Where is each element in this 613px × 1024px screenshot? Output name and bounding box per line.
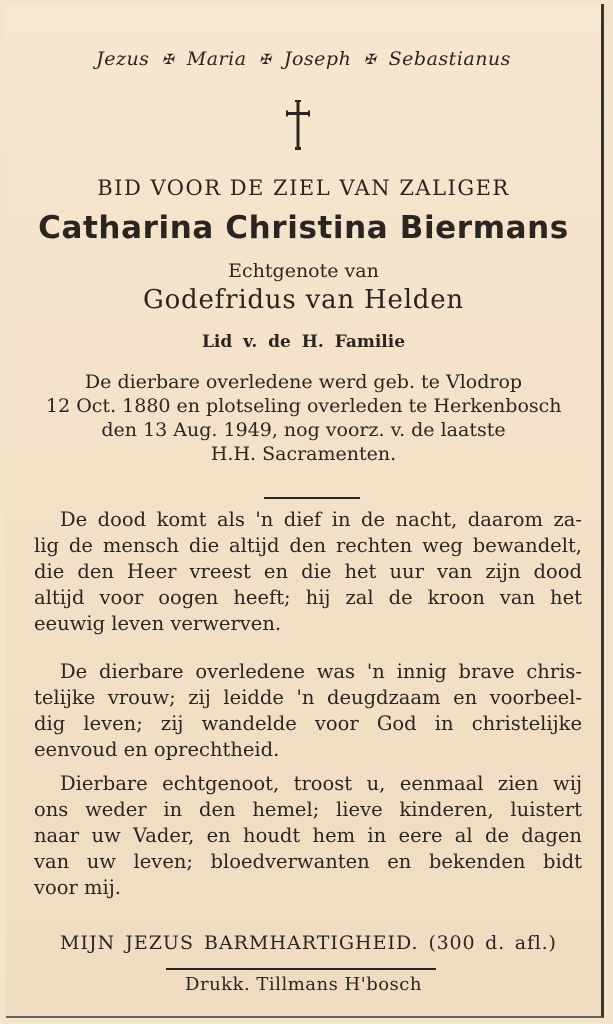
cross-separator-icon: ✠ (363, 52, 377, 68)
memorial-card (6, 4, 604, 1018)
ejaculation: MIJN JEZUS BARMHARTIGHEID. (60, 932, 419, 954)
holy-name: Jezus (96, 48, 150, 70)
paragraph-line: van uw leven; bloedverwanten en bekenden bidt (34, 850, 582, 873)
paragraph (34, 507, 582, 637)
bio-line: De dierbare overledene werd geb. te Vlodrop (84, 371, 523, 393)
paragraph-line: eeuwig leven verwerven. (34, 612, 282, 635)
paragraph-line: dig leven; zij wandelde voor God in christelijke (34, 712, 582, 735)
prayer-heading: BID VOOR DE ZIEL VAN ZALIGER (97, 176, 510, 200)
cross-separator-icon: ✠ (161, 52, 175, 68)
biography (46, 370, 561, 466)
paragraph-line: telijke vrouw; zij leidde 'n deugdzaam en voorbeel- (34, 686, 582, 709)
latin-cross-icon (286, 100, 310, 152)
closing-prayer (60, 932, 557, 954)
printer-imprint: Drukk. Tillmans H'bosch (185, 974, 422, 995)
indulgence: (300 d. afl.) (428, 932, 557, 954)
spouse-label: Echtgenote van (228, 260, 379, 282)
divider (264, 497, 360, 499)
paragraph-line: voor mij. (34, 876, 121, 899)
holy-name: Sebastianus (388, 48, 511, 70)
bio-line: den 13 Aug. 1949, nog voorz. v. de laatste (101, 419, 506, 441)
deceased-name: Catharina Christina Biermans (38, 210, 569, 246)
bio-line: H.H. Sacramenten. (210, 443, 397, 465)
bio-line: 12 Oct. 1880 en plotseling overleden te Herkenbosch (46, 395, 562, 417)
paragraph-line: naar uw Vader, en houdt hem in eere al de dagen (34, 824, 582, 847)
cross-separator-icon: ✠ (259, 52, 272, 68)
holy-name: Maria (186, 48, 247, 70)
paragraph-line: ons weder in den hemel; lieve kinderen, luistert (34, 798, 582, 821)
paragraph-line: Dierbare echtgenoot, troost u, eenmaal zien wij (60, 772, 582, 795)
paragraph-line: lig de mensch die altijd den rechten weg bewandelt, (34, 534, 582, 557)
paragraph-line: eenvoud en oprechtheid. (34, 738, 280, 761)
paragraph-line: die den Heer vreest en die het uur van zijn dood (34, 560, 582, 583)
holy-names (6, 48, 601, 70)
holy-name: Joseph (283, 48, 352, 70)
membership: Lid v. de H. Familie (201, 332, 406, 352)
paragraph (34, 659, 582, 763)
paragraph-line: De dierbare overledene was 'n innig brave chris- (60, 660, 582, 683)
spouse-name: Godefridus van Helden (143, 285, 464, 315)
paragraph (34, 771, 582, 901)
divider (166, 968, 436, 970)
paragraph-line: De dood komt als 'n dief in de nacht, daarom za- (60, 508, 582, 531)
paragraph-line: altijd voor oogen heeft; hij zal de kroon van het (34, 586, 582, 609)
